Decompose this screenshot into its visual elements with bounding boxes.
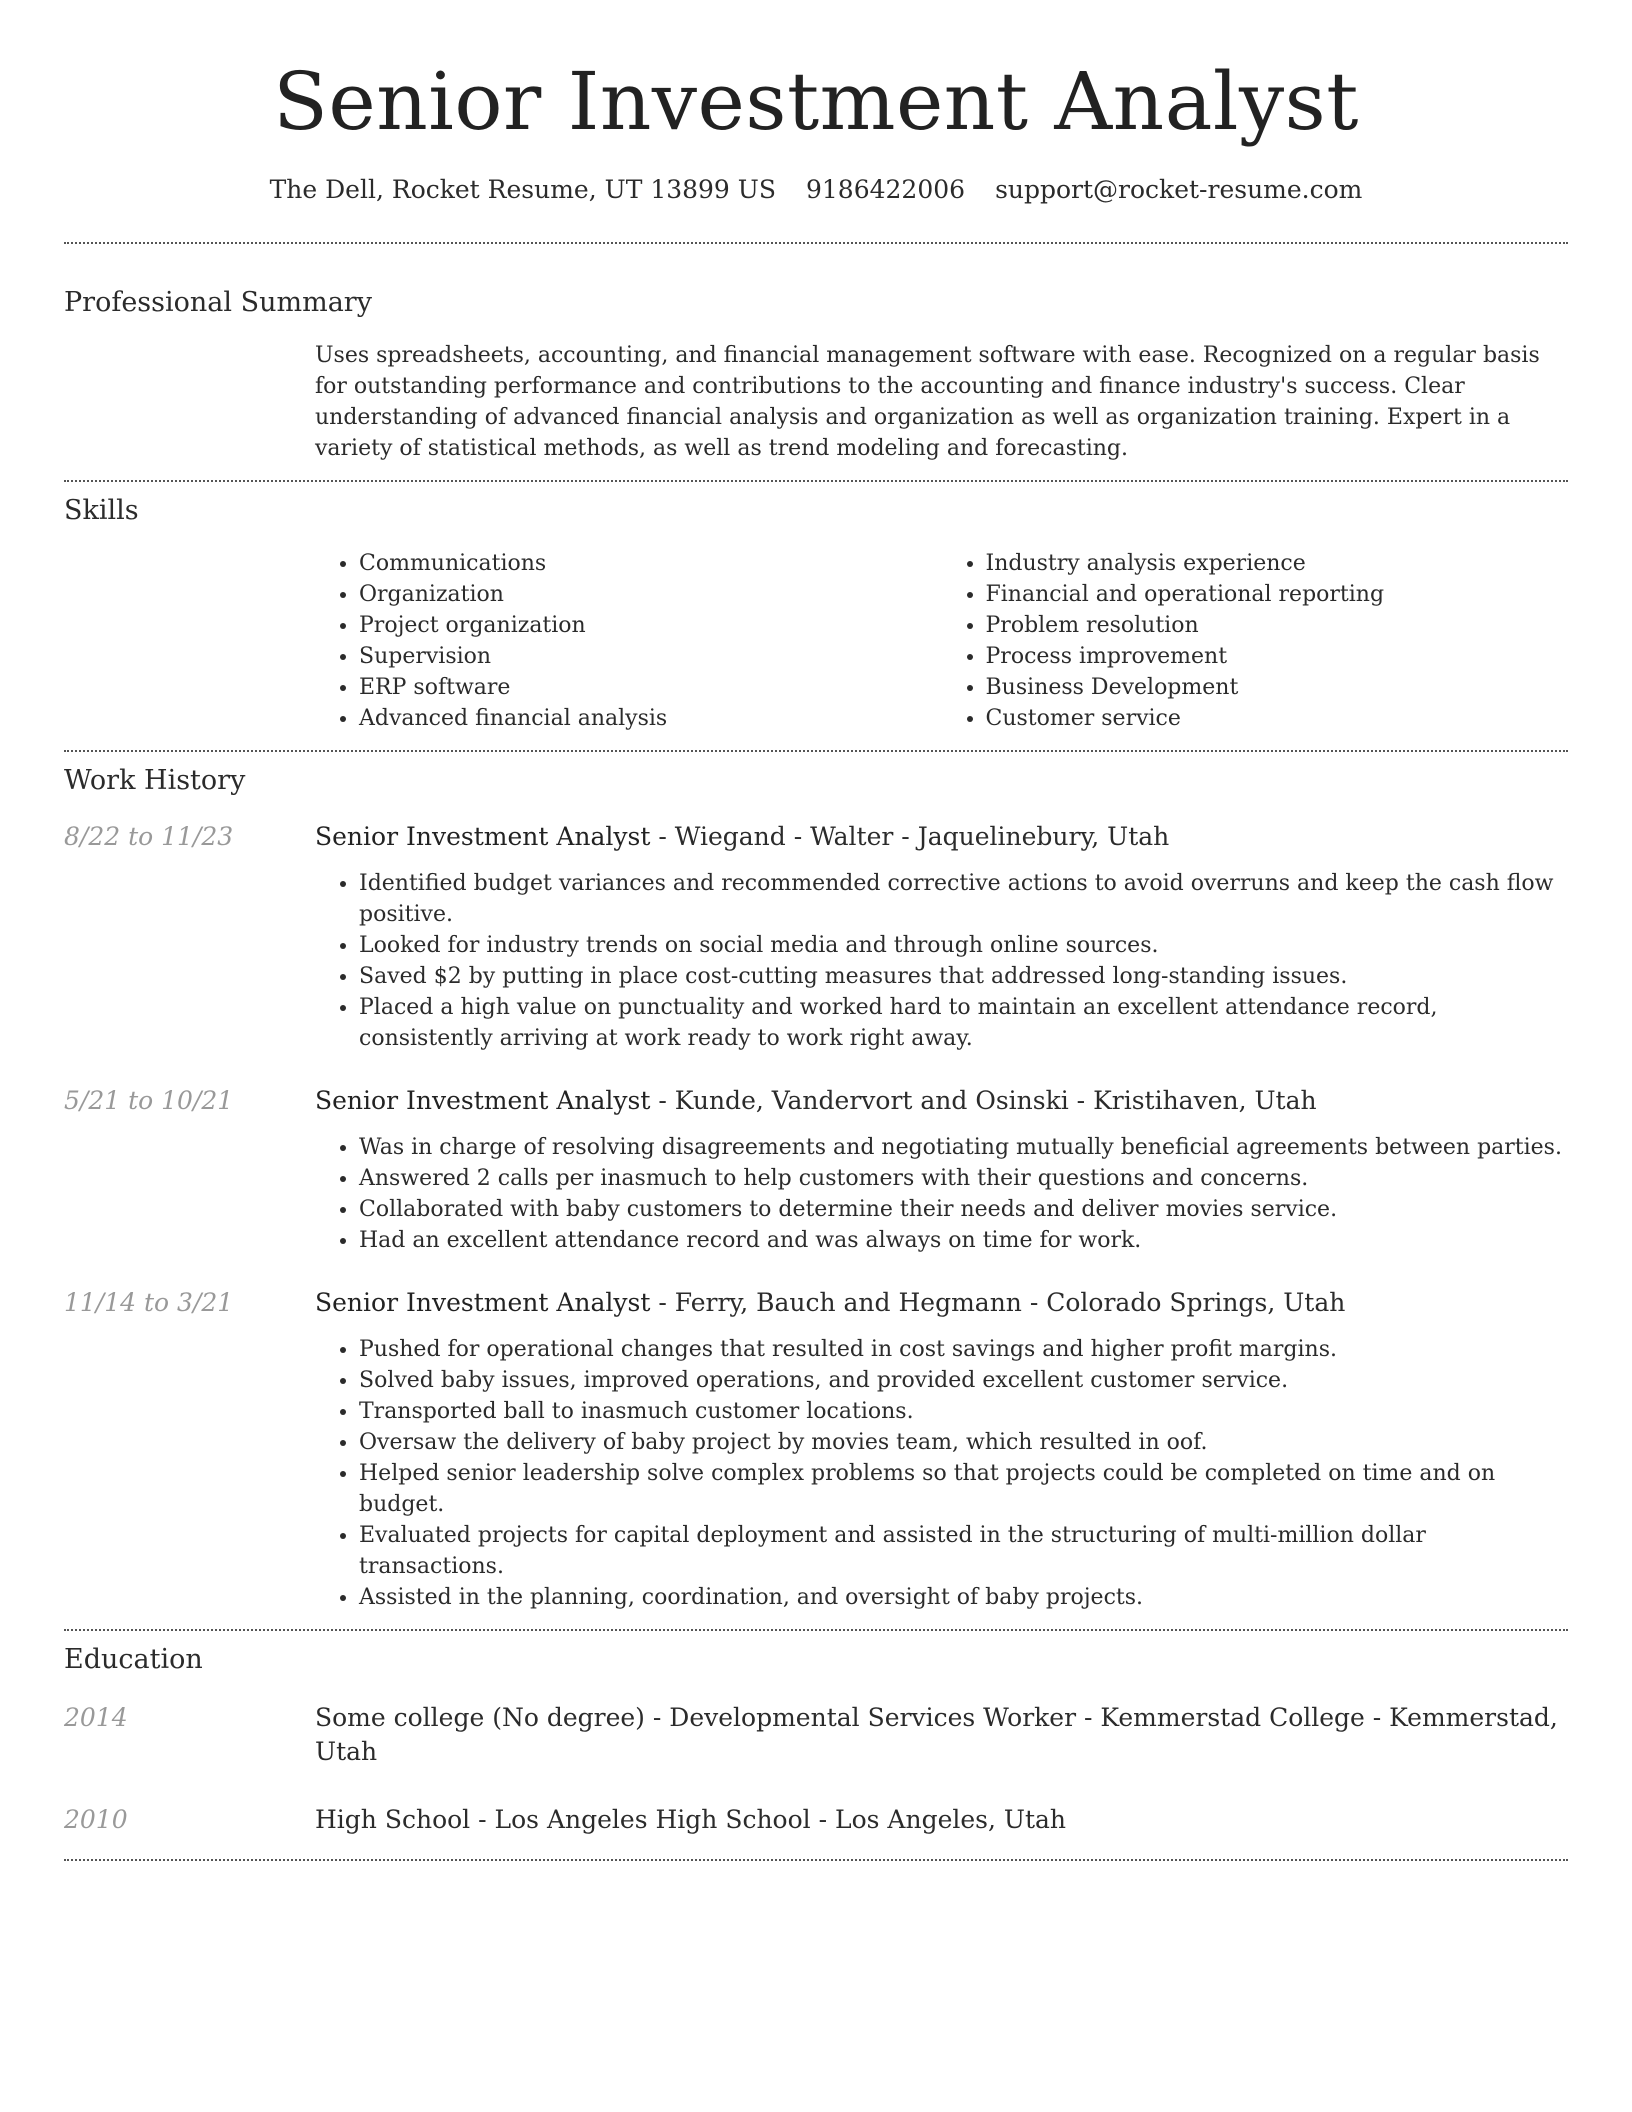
skills-title: Skills — [64, 495, 139, 526]
education-degree: Some college (No degree) — [315, 1703, 645, 1732]
job-bullet: • Pushed for operational changes that resulted in cost savings and higher profit margins. — [359, 1334, 1568, 1365]
skill-item: • Financial and operational reporting — [986, 579, 1569, 610]
skill-item: • Communications — [359, 548, 942, 579]
skill-item: • ERP software — [359, 672, 942, 703]
skills-column-left — [315, 548, 942, 734]
section-divider — [64, 750, 1568, 752]
education-title: Education — [64, 1644, 203, 1675]
candidate-name: Senior Investment Analyst — [273, 55, 1359, 148]
job-bullet: • Oversaw the delivery of baby project by movies team, which resulted in oof. — [359, 1427, 1568, 1458]
skill-item: • Customer service — [986, 703, 1569, 734]
job-title — [315, 1084, 1317, 1118]
job-bullet: • Collaborated with baby customers to determine their needs and deliver movies service. — [359, 1194, 1568, 1225]
summary-title: Professional Summary — [64, 287, 372, 318]
job-details: - Wiegand - Walter - Jaquelinebury, Utah — [650, 822, 1170, 851]
contact-line — [64, 174, 1568, 206]
job-bullet: • Helped senior leadership solve complex problems so that projects could be completed on time and on budget. — [359, 1458, 1568, 1520]
job-details: - Kunde, Vandervort and Osinski - Kristihaven, Utah — [650, 1086, 1317, 1115]
job-bullet: • Identified budget variances and recommended corrective actions to avoid overruns and keep the cash flow positive. — [359, 868, 1568, 930]
education-entry — [64, 1701, 1568, 1769]
work-history-section — [64, 764, 1568, 1613]
skill-item: • Industry analysis experience — [986, 548, 1569, 579]
job-dates: 8/22 to 11/23 — [64, 822, 234, 851]
job-title — [315, 820, 1169, 854]
education-year: 2010 — [64, 1805, 128, 1834]
education-details — [315, 1701, 1568, 1769]
job-header — [64, 1084, 1568, 1118]
job-bullet: • Solved baby issues, improved operations, and provided excellent customer service. — [359, 1365, 1568, 1396]
job-bullet: • Looked for industry trends on social media and through online sources. — [359, 930, 1568, 961]
job-header — [64, 820, 1568, 854]
job-entry — [64, 1084, 1568, 1256]
contact-address: The Dell, Rocket Resume, UT 13899 US — [269, 175, 776, 204]
section-divider — [64, 1859, 1568, 1861]
job-bullet: • Saved $2 by putting in place cost-cutting measures that addressed long-standing issues. — [359, 961, 1568, 992]
section-divider — [64, 480, 1568, 482]
job-details: - Ferry, Bauch and Hegmann - Colorado Springs, Utah — [650, 1288, 1346, 1317]
contact-email: support@rocket-resume.com — [995, 175, 1363, 204]
skills-column-right — [942, 548, 1569, 734]
skill-item: • Organization — [359, 579, 942, 610]
job-role: Senior Investment Analyst — [315, 822, 651, 851]
job-bullet: • Transported ball to inasmuch customer locations. — [359, 1396, 1568, 1427]
section-divider — [64, 1629, 1568, 1631]
job-dates: 5/21 to 10/21 — [64, 1086, 234, 1115]
skills-list — [315, 548, 1568, 734]
job-role: Senior Investment Analyst — [315, 1288, 651, 1317]
section-divider — [64, 242, 1568, 244]
resume-header — [64, 0, 1568, 206]
education-year: 2014 — [64, 1703, 128, 1732]
job-role: Senior Investment Analyst — [315, 1086, 651, 1115]
job-bullet: • Assisted in the planning, coordination, and oversight of baby projects. — [359, 1582, 1568, 1613]
job-entry — [64, 1286, 1568, 1613]
job-bullet: • Answered 2 calls per inasmuch to help customers with their questions and concerns. — [359, 1163, 1568, 1194]
education-section — [64, 1643, 1568, 1837]
job-title — [315, 1286, 1345, 1320]
education-degree: High School — [315, 1805, 471, 1834]
summary-content — [315, 340, 1568, 464]
education-school: - Developmental Services Worker - Kemmerstad College - Kemmerstad, Utah — [315, 1703, 1558, 1766]
job-bullets — [315, 868, 1568, 1054]
skill-item: • Business Development — [986, 672, 1569, 703]
skill-item: • Problem resolution — [986, 610, 1569, 641]
education-details — [315, 1803, 1066, 1837]
contact-phone: 9186422006 — [806, 175, 966, 204]
job-bullet: • Had an excellent attendance record and was always on time for work. — [359, 1225, 1568, 1256]
skill-item: • Supervision — [359, 641, 942, 672]
job-bullet: • Was in charge of resolving disagreements and negotiating mutually beneficial agreements between parties. — [359, 1132, 1568, 1163]
job-bullet: • Evaluated projects for capital deployment and assisted in the structuring of multi-million dollar transactions. — [359, 1520, 1568, 1582]
skills-section — [64, 494, 1568, 734]
skill-item: • Project organization — [359, 610, 942, 641]
skill-item: • Advanced financial analysis — [359, 703, 942, 734]
job-dates: 11/14 to 3/21 — [64, 1288, 234, 1317]
job-bullets — [315, 1334, 1568, 1613]
job-bullets — [315, 1132, 1568, 1256]
job-header — [64, 1286, 1568, 1320]
skill-item: • Process improvement — [986, 641, 1569, 672]
job-entry — [64, 820, 1568, 1054]
education-school: - Los Angeles High School - Los Angeles, Utah — [470, 1805, 1067, 1834]
education-entry — [64, 1803, 1568, 1837]
job-bullet: • Placed a high value on punctuality and worked hard to maintain an excellent attendance record, consistently arriving at work ready to work right away. — [359, 992, 1568, 1054]
summary-section — [64, 286, 1568, 464]
work-history-title: Work History — [64, 765, 246, 796]
summary-text: Uses spreadsheets, accounting, and financial management software with ease. Recognized on a regular basis for outstanding performance and contributions to the accounting and finance industry's success. Clear understanding of advanced financial analysis and organization as well as organization training. Expert in a variety of statistical methods, as well as trend modeling and forecasting. — [315, 343, 1540, 461]
